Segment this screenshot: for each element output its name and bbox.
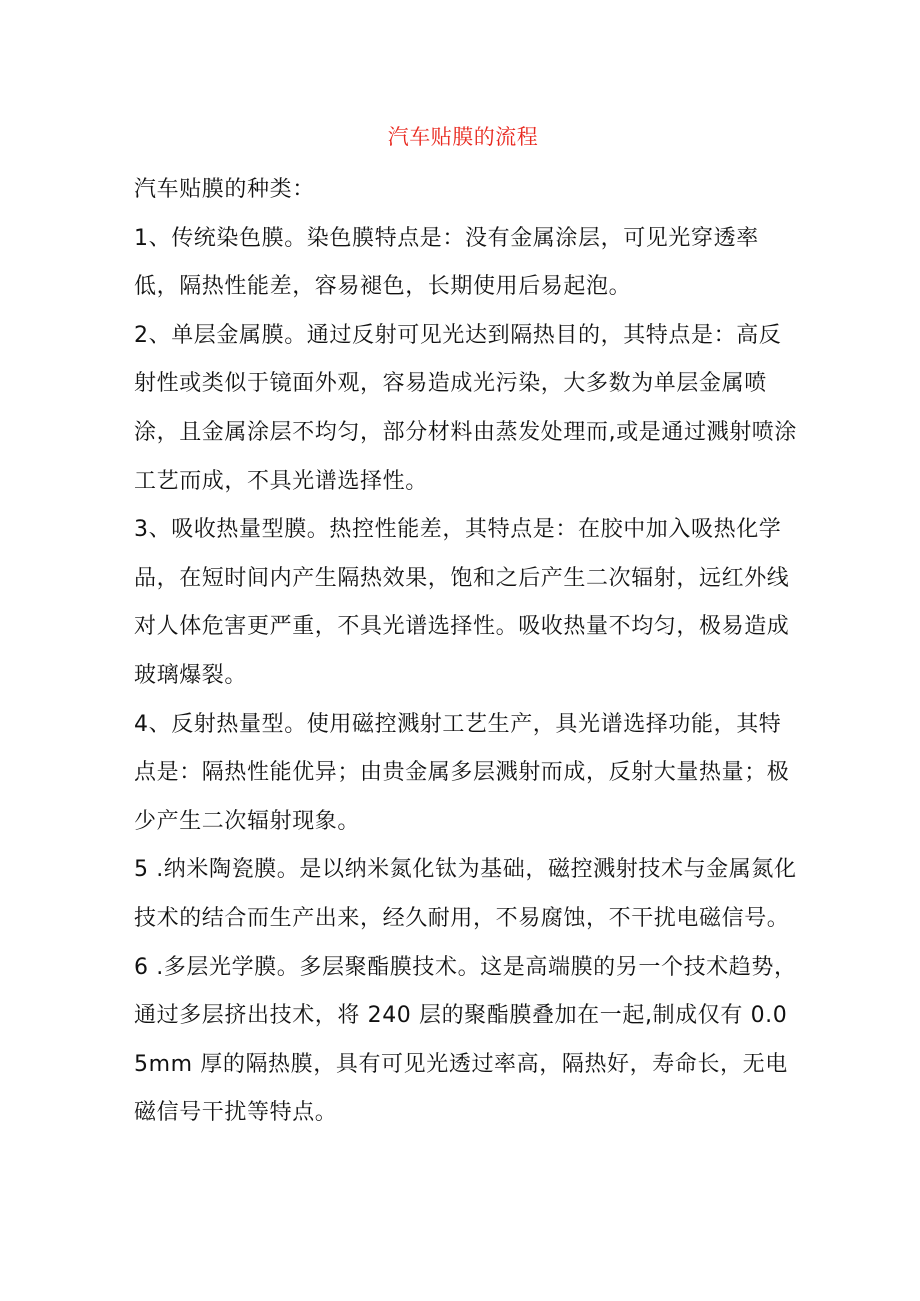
paragraph-types-heading: 汽车贴膜的种类： bbox=[134, 177, 315, 202]
paragraph-multilayer-optical-film: 6 .多层光学膜。多层聚酯膜技术。这是高端膜的另一个技术趋势，通过多层挤出技术，将 240 层的聚酯膜叠加在一起,制成仅有 0.05mm 厚的隔热膜，具有可见光透过率高，隔热好，寿命长，无电磁信号干扰等特点。 bbox=[134, 954, 797, 1126]
document-body bbox=[134, 166, 800, 1138]
paragraph-heat-reflecting-film: 4、反射热量型。使用磁控溅射工艺生产，具光谱选择功能，其特点是：隔热性能优异；由贵金属多层溅射而成，反射大量热量；极少产生二次辐射现象。 bbox=[134, 711, 790, 834]
paragraph-heat-absorbing-film: 3、吸收热量型膜。热控性能差，其特点是：在胶中加入吸热化学品，在短时间内产生隔热效果，饱和之后产生二次辐射，远红外线对人体危害更严重，不具光谱选择性。吸收热量不均匀，极易造成玻璃爆裂。 bbox=[134, 517, 790, 688]
paragraph-nano-ceramic-film: 5 .纳米陶瓷膜。是以纳米氮化钛为基础，磁控溅射技术与金属氮化技术的结合而生产出来，经久耐用，不易腐蚀，不干扰电磁信号。 bbox=[134, 857, 797, 931]
paragraph-dyed-film: 1、传统染色膜。染色膜特点是：没有金属涂层，可见光穿透率低，隔热性能差，容易褪色，长期使用后易起泡。 bbox=[134, 225, 759, 300]
paragraph-single-metal-film: 2、单层金属膜。通过反射可见光达到隔热目的，其特点是：高反射性或类似于镜面外观，容易造成光污染，大多数为单层金属喷涂，且金属涂层不均匀，部分材料由蒸发处理而,或是通过溅射喷涂工艺而成，不具光谱选择性。 bbox=[134, 322, 797, 494]
document-title: 汽车贴膜的流程 bbox=[387, 125, 539, 149]
